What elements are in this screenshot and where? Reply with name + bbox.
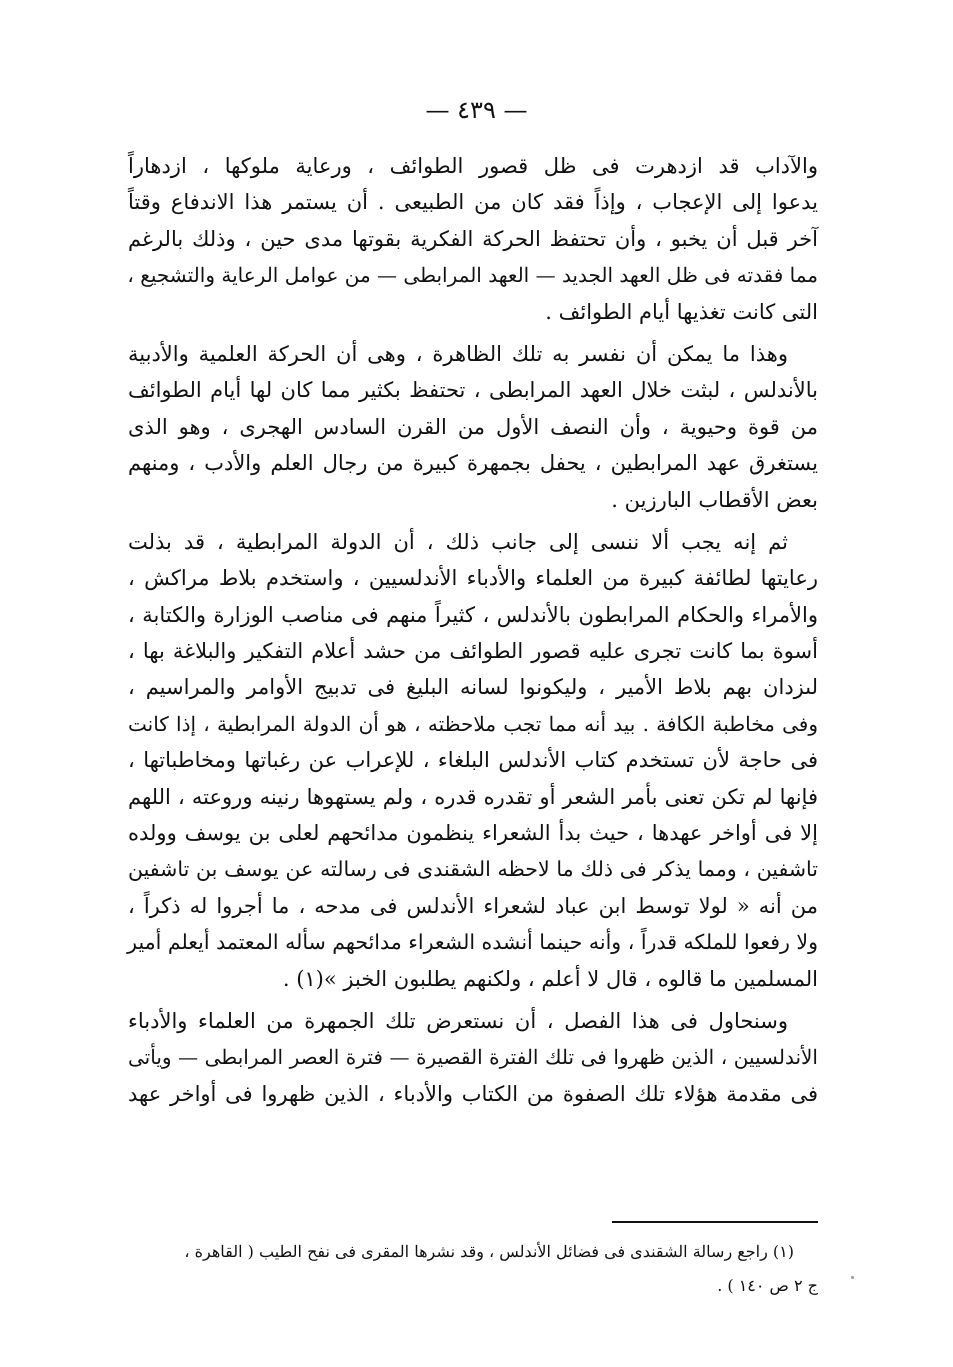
text-line: والآداب قد ازدهرت فى ظل قصور الطوائف ، ورعاية ملوكها ، ازدهاراً: [128, 154, 818, 178]
text-line: آخر قبل أن يخبو ، وأن تحتفظ الحركة الفكرية بقوتها مدى حين ، وذلك بالرغم: [128, 226, 818, 251]
text-line: أسوة بما كانت تجرى عليه قصور الطوائف من حشد أعلام التفكير والبلاغة بها ،: [128, 639, 818, 664]
text-line: وسنحاول فى هذا الفصل ، أن نستعرض تلك الجمهرة من العلماء والأدباء: [128, 1008, 788, 1033]
footnotes: [128, 1235, 818, 1303]
text-line: ثم إنه يجب ألا ننسى إلى جانب ذلك ، أن الدولة المرابطية ، قد بذلت: [128, 529, 788, 554]
text-line: بالأندلس ، لبثت خلال العهد المرابطى ، تحتفظ بكثير مما كان لها أيام الطوائف: [128, 378, 818, 403]
text-line: ولا رفعوا للملكه قدراً ، وأنه حينما أنشده الشعراء مدائحهم سأله المعتمد أيعلم أمير: [127, 930, 818, 955]
paragraph: [128, 1003, 818, 1112]
text-line: من أنه « لولا توسط ابن عباد لشعراء الأندلس فى مدحه ، ما أجروا له ذكراً ،: [128, 893, 818, 918]
text-line: تاشفين ، ومما يذكر فى ذلك ما لاحظه الشقندى فى رسالته عن يوسف بن تاشفين: [128, 857, 818, 882]
paragraph: [128, 336, 818, 518]
footnote-line: (١) راجع رسالة الشقندى فى فضائل الأندلس ، وقد نشرها المقرى فى نفح الطيب ( القاهرة ،: [184, 1242, 794, 1261]
text-line: إلا فى أواخر عهدها ، حيث بدأ الشعراء ينظمون مدائحهم لعلى بن يوسف وولده: [128, 821, 818, 846]
scan-speck: [851, 1276, 854, 1279]
text-line: المسلمين ما قالوه ، قال لا أعلم ، ولكنهم يطلبون الخبز »(١) .: [282, 966, 818, 991]
text-line: فى مقدمة هؤلاء تلك الصفوة من الكتاب والأدباء ، الذين ظهروا فى أواخر عهد: [128, 1081, 818, 1106]
text-line: لىزدان بهم بلاط الأمير ، وليكونوا لسانه البليغ فى تدبيج الأوامر والمراسيم ،: [128, 675, 818, 700]
text-line: يدعوا إلى الإعجاب ، وإذاً فقد كان من الطبيعى . أن يستمر هذا الاندفاع وقتاً: [128, 190, 818, 215]
text-line: بعض الأقطاب البارزين .: [611, 487, 818, 512]
paragraph: [128, 148, 818, 330]
text-line: يستغرق عهد المرابطين ، يحفل بجمهرة كبيرة من رجال العلم والأدب ، ومنهم: [128, 451, 818, 476]
text-line: الأندلسيين ، الذين ظهروا فى تلك الفترة القصيرة — فترة العصر المرابطى — ويأتى: [128, 1045, 818, 1070]
page-number: — ٤٣٩ —: [425, 96, 528, 124]
main-text: [128, 148, 818, 1112]
text-line: وهذا ما يمكن أن نفسر به تلك الظاهرة ، وهى أن الحركة العلمية والأدبية: [128, 341, 788, 366]
text-line: فإنها لم تكن تعنى بأمر الشعر أو تقدره قدره ، ولم يستهوها رنينه وروعته ، اللهم: [128, 784, 818, 809]
text-line: وفى مخاطبة الكافة . بيد أنه مما تجب ملاحظته ، هو أن الدولة المرابطية ، إذا كانت: [128, 711, 818, 736]
text-line: رعايتها لطائفة كبيرة من العلماء والأدباء الأندلسيين ، واستخدم بلاط مراكش ،: [128, 566, 818, 591]
text-line: من قوة وحيوية ، وأن النصف الأول من القرن السادس الهجرى ، وهو الذى: [128, 414, 818, 439]
footnote-divider: [612, 1221, 818, 1223]
paragraph: [128, 524, 818, 997]
text-line: التى كانت تغذيها أيام الطوائف .: [545, 299, 818, 324]
footnote-line: ج ٢ ص ١٤٠ ) .: [717, 1276, 818, 1295]
text-line: فى حاجة لأن تستخدم كتاب الأندلس البلغاء ، للإعراب عن رغباتها ومخاطباتها ،: [128, 748, 818, 773]
text-line: والأمراء والحكام المرابطون بالأندلس ، كثيراً منهم فى مناصب الوزارة والكتابة ،: [128, 602, 818, 627]
text-line: مما فقدته فى ظل العهد الجديد — العهد المرابطى — من عوامل الرعاية والتشجيع ،: [127, 263, 818, 288]
